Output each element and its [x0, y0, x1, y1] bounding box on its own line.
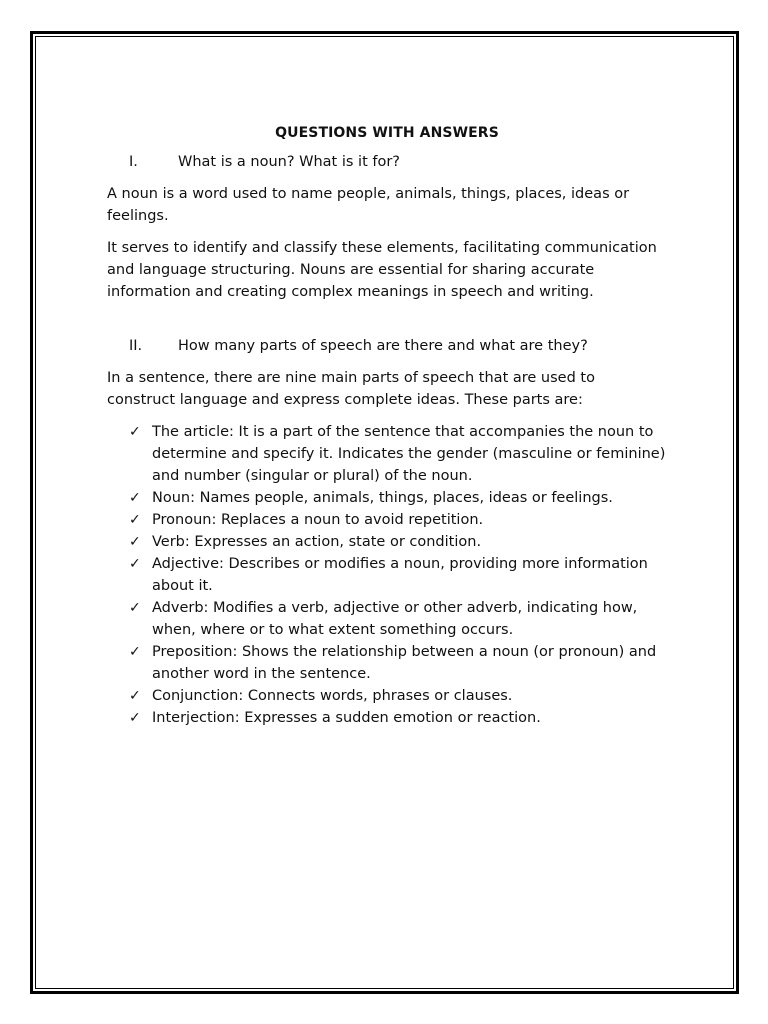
- question-2: [129, 335, 667, 357]
- list-item: [129, 531, 667, 553]
- question-1: [129, 151, 667, 173]
- answer-1-paragraph-1: A noun is a word used to name people, animals, things, places, ideas or feelings.: [107, 186, 630, 224]
- list-item: [129, 421, 667, 487]
- list-item: [129, 487, 667, 509]
- list-item: [129, 685, 667, 707]
- checkmark-icon: ✓: [129, 512, 141, 528]
- checkmark-icon: ✓: [129, 688, 141, 704]
- question-2-text: How many parts of speech are there and what are they?: [178, 338, 588, 354]
- question-1-number: I.: [129, 154, 138, 170]
- question-2-number: II.: [129, 338, 143, 354]
- answer-2-paragraph-1: In a sentence, there are nine main parts of speech that are used to construct language and express complete ideas. These parts are:: [107, 370, 595, 408]
- document-title: QUESTIONS WITH ANSWERS: [275, 125, 499, 141]
- section-spacer: [107, 313, 667, 335]
- list-item: [129, 641, 667, 685]
- list-item-text: Preposition: Shows the relationship between a noun (or pronoun) and another word in the sentence.: [152, 644, 657, 682]
- question-1-text: What is a noun? What is it for?: [178, 154, 400, 170]
- checkmark-icon: ✓: [129, 534, 141, 550]
- list-item-text: Pronoun: Replaces a noun to avoid repetition.: [152, 512, 484, 528]
- list-item: [129, 597, 667, 641]
- list-item-text: Adverb: Modifies a verb, adjective or other adverb, indicating how, when, where or to what extent something occurs.: [152, 600, 638, 638]
- checkmark-icon: ✓: [129, 600, 141, 616]
- list-item-text: Conjunction: Connects words, phrases or clauses.: [152, 688, 513, 704]
- checkmark-icon: ✓: [129, 644, 141, 660]
- checkmark-icon: ✓: [129, 424, 141, 440]
- list-item-text: The article: It is a part of the sentence that accompanies the noun to determine and specify it. Indicates the gender (masculine or feminine) and number (singular or plural) of the noun.: [152, 424, 666, 484]
- checkmark-icon: ✓: [129, 556, 141, 572]
- list-item-text: Verb: Expresses an action, state or condition.: [152, 534, 482, 550]
- list-item-text: Interjection: Expresses a sudden emotion or reaction.: [152, 710, 541, 726]
- answer-1-paragraph-2: It serves to identify and classify these elements, facilitating communication and language structuring. Nouns are essential for sharing accurate information and creating complex meanings in speech and writing.: [107, 240, 657, 300]
- list-item-text: Adjective: Describes or modifies a noun, providing more information about it.: [152, 556, 648, 594]
- checkmark-icon: ✓: [129, 490, 141, 506]
- list-item: [129, 509, 667, 531]
- parts-of-speech-list: [107, 421, 667, 729]
- checkmark-icon: ✓: [129, 710, 141, 726]
- list-item: [129, 707, 667, 729]
- document-body: [107, 122, 667, 729]
- list-item: [129, 553, 667, 597]
- list-item-text: Noun: Names people, animals, things, places, ideas or feelings.: [152, 490, 613, 506]
